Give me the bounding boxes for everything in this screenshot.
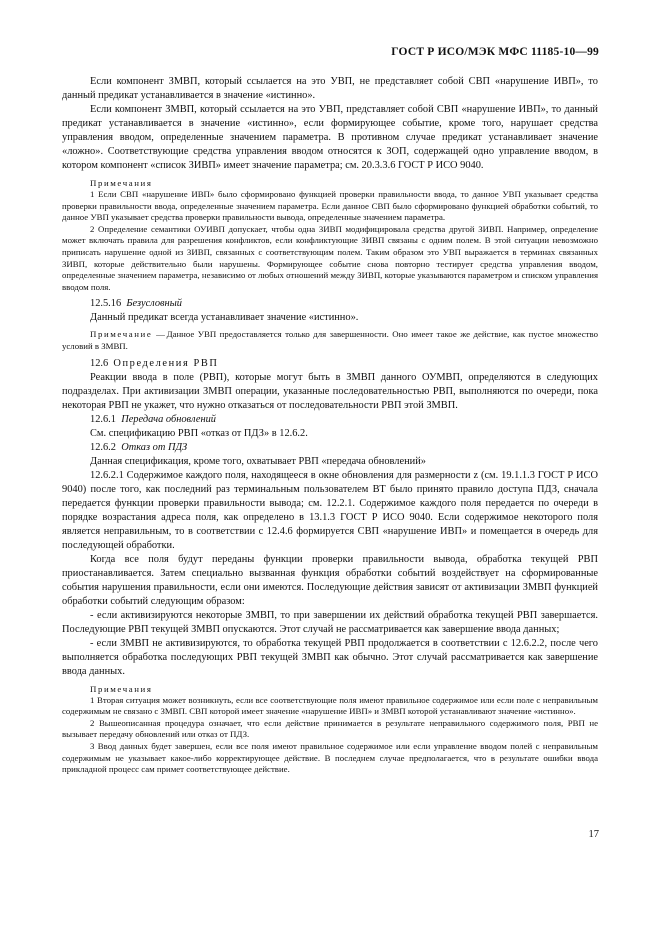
paragraph: Данный предикат всегда устанавливает значение «истинно». [90, 312, 359, 324]
note-item: 2 Определение семантики ОУИВП допускает, чтобы одна ЗИВП модифицировала средства другой ЗИВП. Например, определение может включать правила для разрешения конфликтов, если конфликтующие ЗИВП связаны с одним полем. В этой ситуации невозможно приписать нарушение одной из ЗИВП, связанных с соответствующим полем. Таким образом это УВП выражается в терминах связанных ЗИВП, которые действительно были нарушены. Формирующее событие снова повторно тестирует средства управления вводом, определенные значением параметра, независимо от любых отношений между ЗИВП, которые указываются параметром и списком управления вводом поля. [62, 223, 598, 292]
section-number: 12.6 [90, 357, 109, 369]
notes-label: Примечания [90, 683, 153, 694]
paragraph: Реакции ввода в поле (РВП), которые могут быть в ЗМВП данного ОУМВП, определяются в следующих подразделах. При активизации ЗМВП операции, указанные последовательностью РВП, выполняются по очереди, пока некоторая РВП не укажет, что нужно отказаться от последовательности РВП этой ЗМВП. [62, 371, 598, 411]
note-item: 2 Вышеописанная процедура означает, что если действие принимается в результате неправильного содержимого поля, РВП не вызывает передачу обновлений или отказ от ПДЗ. [62, 717, 598, 740]
section-title: Безусловный [126, 298, 182, 310]
section-heading-12-5-16 [62, 297, 598, 311]
paragraph: 12.6.2.1 Содержимое каждого поля, находящееся в окне обновления для размерности z (см. 19.1.1.3 ГОСТ Р ИСО 9040) после того, как последний раз терминальным пользователем ВТ было принято правило доступа ПДЗ, сначала передается функции проверки правильности вывода; см. 12.2.1. Содержимое каждого поля передается по очереди в порядке возрастания адреса поля, как определено в 13.1.3 ГОСТ Р ИСО 9040. Если содержимое некоторого поля является неправильным, то в соответствии с 12.4.6 формируется СВП «нарушение ИВП» и помещается в очередь для последующей обработки. [62, 469, 598, 551]
paragraph: Когда все поля будут переданы функции проверки правильности вывода, обработка текущей РВП приостанавливается. Затем специально вызванная функция обработки событий воздействует на сформированные события нарушения правильности, если они имеются. Последующие действия зависят от активизации ЗМВП функцией обработки событий следующим образом: [62, 553, 598, 607]
paragraph: Если компонент ЗМВП, который ссылается на это УВП, представляет собой СВП «нарушение ИВП», то данный предикат устанавливается в значение «истинно», если формирующее событие, кроме того, нарушает средства управления вводом, определенные значением параметра. В противном случае предикат устанавливает значение «ложно». Соответствующие средства управления вводом относятся к ЗОП, содержащей одно управление вводом, в котором компонент «список ЗИВП» имеет значение параметра; см. 20.3.3.6 ГОСТ Р ИСО 9040. [62, 104, 598, 171]
note-single [62, 329, 598, 352]
paragraph: - если активизируются некоторые ЗМВП, то при завершении их действий обработка текущей РВП завершается. Последующие РВП текущей ЗМВП опускаются. Этот случай не рассматривается как завершение ввода данных; [62, 609, 598, 635]
page-content [62, 75, 598, 776]
section-number: 12.6.2 [90, 441, 116, 453]
paragraph: - если ЗМВП не активизируются, то обработка текущей РВП продолжается в соответствии с 12.6.2.2, после чего выполняется обработка последующих РВП текущей ЗМВП как обычно. Этот случай рассматривается как завершение ввода данных. [62, 637, 598, 677]
section-number: 12.6.1 [90, 413, 116, 425]
section-title: Определения РВП [113, 357, 219, 369]
section-heading-12-6-1 [62, 413, 598, 427]
page-header: ГОСТ Р ИСО/МЭК МФС 11185-10—99 [391, 46, 599, 58]
note-text: Данное УВП предоставляется только для завершенности. Оно имеет такое же действие, как пустое множество условий в ЗМВП. [62, 329, 598, 351]
section-title: Передача обновлений [121, 413, 217, 425]
note-item: 1 Если СВП «нарушение ИВП» было сформировано функцией проверки правильности ввода, то данное УВП указывает средства проверки правильности ввода, определенные значением параметра. Если данное СВП было сформировано функцией обработки событий, то данное УВП указывает средства проверки правильности вывода, определенные значением параметра. [62, 189, 598, 223]
page-number: 17 [588, 829, 599, 840]
note-item: 1 Вторая ситуация может возникнуть, если все соответствующие поля имеют правильное содержимое или если поле с неправильным содержимым не связано с ЗМВП. СВП которой имеет значение «нарушение ИВП» и ЗМВП которой устанавливают значение «истинно». [62, 694, 598, 717]
note-item: 3 Ввод данных будет завершен, если все поля имеют правильное содержимое или если управление вводом полей с неправильным содержимым не указывает какое-либо корректирующее действие. В последнем случае предполагается, что в результате ошибки ввода прикладной процесс сам примет соответствующее действие. [62, 740, 598, 775]
section-title: Отказ от ПДЗ [121, 441, 188, 453]
section-heading-12-6 [62, 357, 598, 371]
section-number: 12.5.16 [90, 298, 122, 310]
note-label: Примечание — [90, 329, 167, 340]
paragraph: Данная спецификация, кроме того, охватывает РВП «передача обновлений» [90, 455, 426, 467]
paragraph: См. спецификацию РВП «отказ от ПДЗ» в 12.6.2. [90, 427, 308, 439]
paragraph: Если компонент ЗМВП, который ссылается на это УВП, не представляет собой СВП «нарушение ИВП», то данный предикат устанавливается в значение «истинно». [62, 76, 598, 101]
notes-label: Примечания [90, 178, 153, 188]
section-heading-12-6-2 [62, 441, 598, 455]
